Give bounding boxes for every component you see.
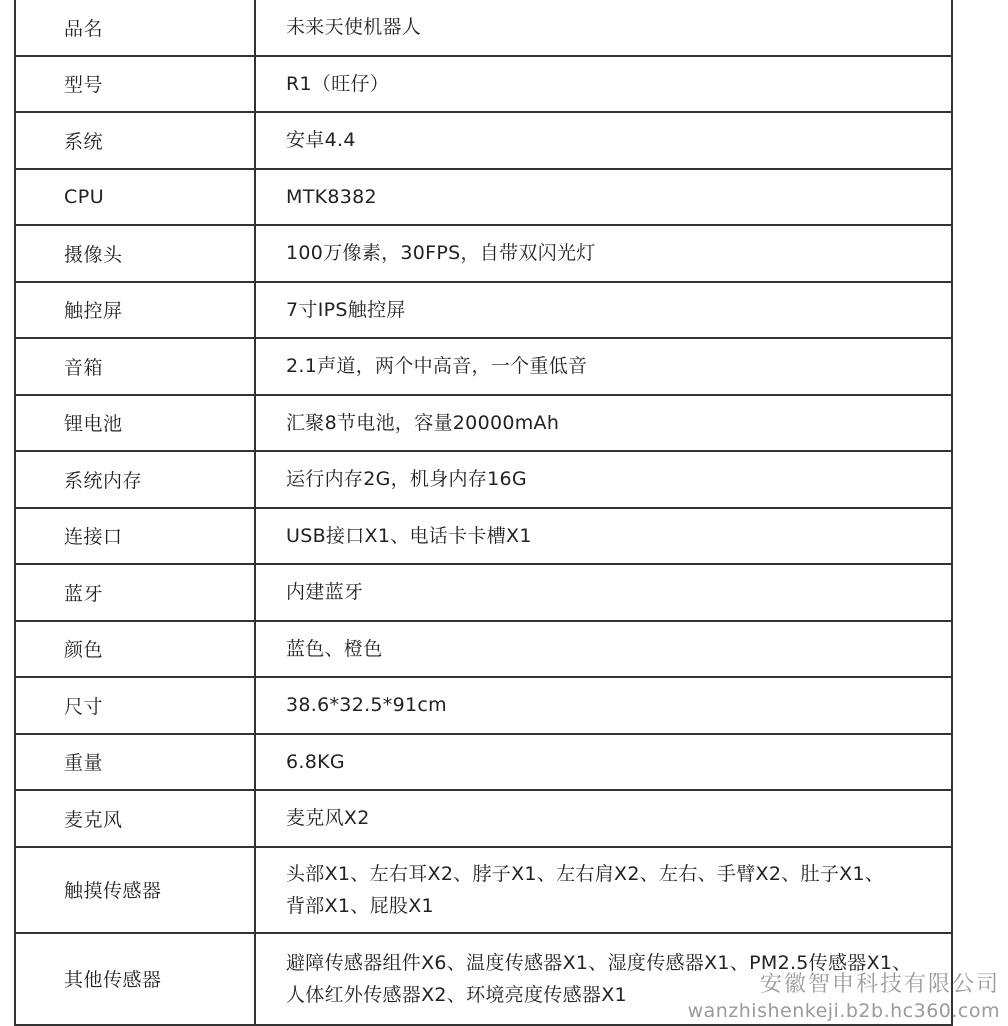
spec-label: 触摸传感器 (16, 848, 256, 932)
spec-label: 尺寸 (16, 678, 256, 733)
spec-label: 系统内存 (16, 452, 256, 507)
spec-label: 重量 (16, 735, 256, 790)
spec-value: 安卓4.4 (286, 129, 356, 152)
table-row (16, 113, 951, 170)
spec-value: 38.6*32.5*91cm (286, 694, 447, 717)
table-row (16, 0, 951, 57)
spec-value: 未来天使机器人 (286, 16, 422, 39)
spec-value: 蓝色、橙色 (286, 637, 383, 660)
spec-value: MTK8382 (286, 185, 377, 208)
table-row (16, 622, 951, 679)
spec-value: 6.8KG (286, 750, 345, 773)
spec-label: 颜色 (16, 622, 256, 677)
table-row (16, 283, 951, 340)
spec-label: 连接口 (16, 509, 256, 564)
table-row (16, 396, 951, 453)
spec-value: USB接口X1、电话卡卡槽X1 (286, 524, 532, 547)
spec-value: 2.1声道，两个中高音，一个重低音 (286, 355, 588, 378)
spec-label: 其他传感器 (16, 934, 256, 1024)
table-row (16, 452, 951, 509)
watermark-company: 安徽智申科技有限公司 (759, 972, 1000, 997)
spec-value: 内建蓝牙 (286, 581, 364, 604)
spec-value: 头部X1、左右耳X2、脖子X1、左右肩X2、左右、手臂X2、肚子X1、 背部X1、屁股X1 (286, 862, 885, 917)
spec-label: 音箱 (16, 339, 256, 394)
spec-value: 避障传感器组件X6、温度传感器X1、湿度传感器X1、PM2.5传感器X1、 人体红外传感器X2、环境亮度传感器X1 (286, 951, 912, 1006)
spec-value: 7寸IPS触控屏 (286, 298, 406, 321)
table-row (16, 339, 951, 396)
table-row (16, 791, 951, 848)
table-row (16, 509, 951, 566)
spec-label: 麦克风 (16, 791, 256, 846)
spec-label: CPU (16, 170, 256, 225)
spec-label: 蓝牙 (16, 565, 256, 620)
spec-label: 锂电池 (16, 396, 256, 451)
table-row (16, 678, 951, 735)
spec-value: 100万像素，30FPS，自带双闪光灯 (286, 242, 596, 265)
spec-label: 品名 (16, 0, 256, 55)
table-row (16, 735, 951, 792)
spec-value: 汇聚8节电池，容量20000mAh (286, 411, 560, 434)
table-row (16, 170, 951, 227)
spec-value: 麦克风X2 (286, 807, 370, 830)
spec-label: 摄像头 (16, 226, 256, 281)
spec-label: 型号 (16, 57, 256, 112)
table-row (16, 226, 951, 283)
spec-table (14, 0, 953, 1026)
table-row (16, 57, 951, 114)
spec-value: 运行内存2G，机身内存16G (286, 468, 527, 491)
table-row (16, 565, 951, 622)
watermark (688, 970, 1000, 1022)
watermark-url: wanzhishenkeji.b2b.hc360.com (687, 1000, 1000, 1022)
table-row (16, 848, 951, 934)
spec-value: R1（旺仔） (286, 72, 390, 95)
spec-label: 系统 (16, 113, 256, 168)
spec-label: 触控屏 (16, 283, 256, 338)
